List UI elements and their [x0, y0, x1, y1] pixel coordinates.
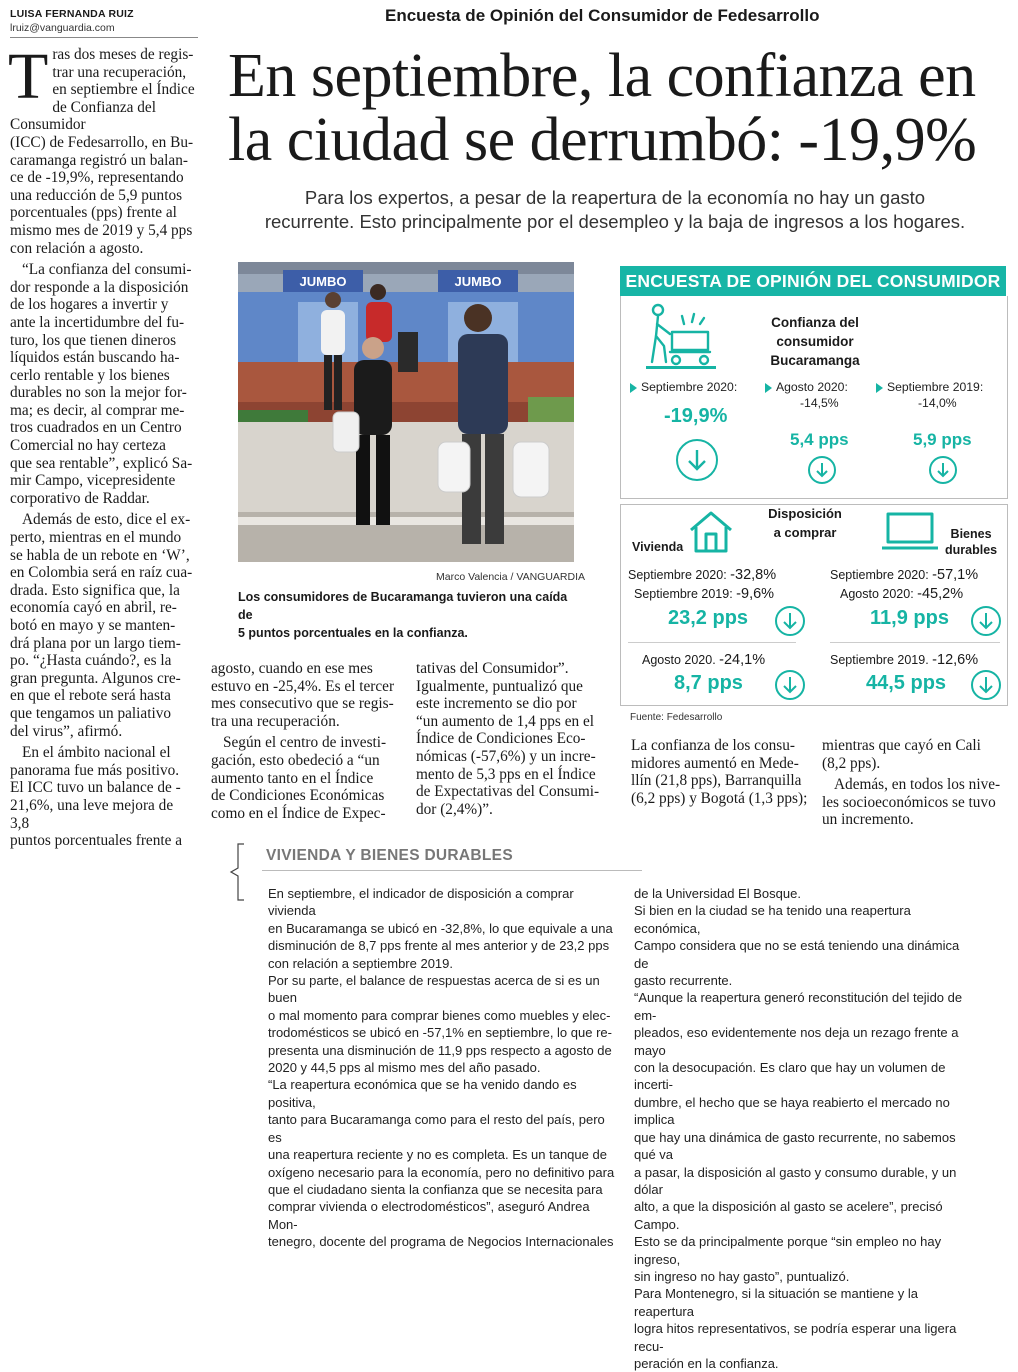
- text-line: de Confianza del Consumidor: [10, 98, 156, 134]
- headline: [228, 44, 1008, 172]
- housing-label: Vivienda: [632, 540, 684, 554]
- text-line: de Condiciones Económicas: [211, 787, 385, 805]
- text-line: tativas del Consumidor”.: [416, 660, 569, 677]
- text-line: estuvo en -25,4%. Es el tercer: [211, 677, 395, 695]
- text-line: Por su parte, el balance de respuestas acerca de si es un buen: [268, 973, 600, 1006]
- headline-line-1: En septiembre, la confianza en: [228, 42, 976, 110]
- text-line: Igualmente, puntualizó que: [416, 677, 583, 695]
- text-line: llín (21,8 pps), Barranquilla: [631, 772, 802, 790]
- text-line: durables no son la mejor for-: [10, 384, 187, 402]
- article-column-1: [8, 40, 196, 850]
- text-line: en Colombia será en raíz cua-: [10, 564, 193, 582]
- sep2020-label: Septiembre 2020:: [630, 380, 737, 394]
- text-line: pleados, eso evidentemente nos deja un rezago frente a mayo: [634, 1025, 959, 1058]
- confidence-title-line-1: Confianza del consumidor: [771, 315, 859, 349]
- text-line: que el ciudadano sienta la confianza que se necesita para: [268, 1181, 603, 1197]
- text-line: midores aumentó en Mede-: [631, 754, 799, 772]
- text-line: perto, mientras en el mundo: [10, 529, 182, 547]
- text-line: en Bucaramanga se ubicó en -32,8%, lo que equivale a una: [268, 920, 613, 936]
- text-line: tra una recuperación.: [211, 712, 340, 730]
- section-column-left: [268, 885, 618, 1251]
- text-line: de Expectativas del Consumi-: [416, 783, 600, 801]
- subhead: [230, 186, 1000, 234]
- text-line: que sea rentable”, explicó Sa-: [10, 454, 193, 472]
- article-column-3: [416, 660, 600, 818]
- disposition-line-1: Disposición: [768, 506, 842, 521]
- divider: [830, 642, 1000, 643]
- text-line: “Aunque la reapertura generó reconstitución del tejido de em-: [634, 990, 963, 1023]
- text-line: con relación a agosto.: [10, 239, 144, 257]
- photo-caption: [238, 588, 578, 642]
- sep2020-value: -19,9%: [664, 405, 728, 427]
- text-line: ante la incertidumbre del fu-: [10, 313, 185, 331]
- text-line: Además de esto, dice el ex-: [22, 511, 191, 529]
- confidence-title: [740, 313, 890, 370]
- down-arrow-circle-icon: [775, 670, 805, 700]
- text-line: economía cayó en abril, re-: [10, 599, 177, 617]
- text-line: dor (2,4%)”.: [416, 800, 493, 818]
- text-line: que tengamos un paliativo: [10, 704, 172, 722]
- kicker: Encuesta de Opinión del Consumidor de Fedesarrollo: [385, 6, 820, 25]
- housing-change-year: 23,2 pps: [668, 607, 749, 629]
- caption-line-1: Los consumidores de Bucaramanga tuvieron una caída de: [238, 590, 568, 622]
- house-icon: [688, 510, 734, 554]
- text-line: trodomésticos se ubicó en -57,1% en septiembre, lo que re-: [268, 1025, 612, 1041]
- text-line: líquidos están buscando ha-: [10, 349, 180, 367]
- durables-change-year: 44,5 pps: [866, 672, 947, 694]
- text-line: un incremento.: [822, 811, 914, 829]
- text-line: peración en la confianza.: [634, 1355, 779, 1371]
- pointer-icon: [765, 383, 772, 393]
- section-rule: [262, 870, 642, 871]
- text-line: caramanga registró un balan-: [10, 151, 188, 169]
- headline-line-2: la ciudad se derrumbó: -19,9%: [228, 106, 977, 174]
- text-line: drá plana por un largo tiem-: [10, 634, 181, 652]
- section-title: VIVIENDA Y BIENES DURABLES: [266, 847, 513, 864]
- article-photo: [238, 262, 574, 562]
- text-line: les socioeconómicos se tuvo: [822, 793, 996, 811]
- text-line: tanto para Bucaramanga como para el resto del país, pero es: [268, 1112, 605, 1145]
- text-line: logra hitos representativos, se podría esperar una ligera recu-: [634, 1321, 957, 1354]
- text-line: como en el Índice de Expec-: [211, 804, 386, 822]
- down-arrow-circle-icon: [676, 439, 718, 481]
- text-line: El ICC tuvo un balance de -: [10, 779, 181, 797]
- text-line: (8,2 pps).: [822, 754, 881, 772]
- pointer-icon: [876, 383, 883, 393]
- durables-aug2020: Agosto 2020: -45,2%: [840, 586, 964, 602]
- text-line: turo, los que tienen dineros: [10, 331, 177, 349]
- text-line: que hay una dinámica de gasto recurrente, no sabemos qué va: [634, 1129, 956, 1163]
- text-line: una reducción de 5,9 puntos: [10, 186, 183, 204]
- text-line: nómicas (-57,6%) y un incre-: [416, 747, 596, 765]
- disposition-title: [760, 504, 850, 542]
- text-line: corporativo de Raddar.: [10, 489, 150, 507]
- sep2019-change: 5,9 pps: [913, 430, 972, 449]
- text-line: 21,6%, una leve mejora de 3,8: [10, 796, 174, 832]
- byline-rule: [10, 37, 198, 38]
- drop-cap: T: [8, 40, 49, 113]
- text-line: tros cuadrados en un Centro: [10, 419, 182, 437]
- durables-label: [945, 526, 997, 558]
- sep2019-label: Septiembre 2019:: [876, 380, 983, 394]
- text-line: del virus”, afirmó.: [10, 722, 123, 740]
- housing-aug2020: Agosto 2020. -24,1%: [642, 652, 766, 668]
- laptop-icon: [880, 510, 940, 554]
- text-line: botó en mayo y se manten-: [10, 617, 176, 634]
- text-line: mir Campo, vicepresidente: [10, 472, 176, 490]
- aug2020-value: -14,5%: [800, 396, 839, 410]
- text-line: gasto recurrente.: [634, 973, 733, 989]
- text-line: En el ámbito nacional el: [22, 744, 171, 762]
- down-arrow-circle-icon: [971, 670, 1001, 700]
- pointer-icon: [630, 383, 637, 393]
- text-line: Para Montenegro, si la situación se mantiene y la reapertura: [634, 1286, 918, 1319]
- housing-sep2020: Septiembre 2020: -32,8%: [628, 567, 777, 583]
- text-line: presenta una disminución de 11,9 pps respecto a agosto de: [268, 1042, 612, 1058]
- housing-change-month: 8,7 pps: [674, 672, 743, 694]
- text-line: En septiembre, el indicador de disposición a comprar vivienda: [268, 886, 574, 919]
- article-column-5: [822, 737, 1007, 829]
- text-line: La confianza de los consu-: [631, 737, 795, 754]
- text-line: en que el rebote será hasta: [10, 687, 171, 705]
- section-bracket: [228, 842, 246, 902]
- text-line: Esto se da principalmente porque “sin empleo no hay ingreso,: [634, 1234, 942, 1267]
- housing-sep2019: Septiembre 2019: -9,6%: [634, 586, 775, 602]
- text-line: en septiembre el Índice: [52, 81, 195, 99]
- text-line: mes consecutivo que se regis-: [211, 695, 394, 713]
- text-line: trar una recuperación,: [52, 63, 187, 81]
- text-line: “La confianza del consumi-: [22, 261, 192, 279]
- text-line: dor responde a la disposición: [10, 278, 189, 296]
- aug2020-label: Agosto 2020:: [765, 380, 848, 394]
- text-line: alto, a que la disposición al gasto se acelere”, precisó Campo.: [634, 1199, 943, 1232]
- caption-line-2: 5 puntos porcentuales en la confianza.: [238, 626, 468, 640]
- sep2019-value: -14,0%: [918, 396, 957, 410]
- text-line: mismo mes de 2019 y 5,4 pps: [10, 221, 193, 239]
- text-line: Además, en todos los nive-: [834, 776, 1001, 794]
- text-line: cerlo rentable y los bienes: [10, 366, 170, 384]
- text-line: dumbre, el hecho que se haya reabierto el mercado no implica: [634, 1094, 950, 1128]
- text-line: panorama fue más positivo.: [10, 761, 180, 779]
- infographic-source: Fuente: Fedesarrollo: [630, 712, 723, 723]
- down-arrow-circle-icon: [971, 606, 1001, 636]
- shopping-cart-icon: [642, 302, 720, 374]
- text-line: Según el centro de investi-: [223, 734, 387, 752]
- durables-label-line-2: durables: [945, 543, 998, 557]
- text-line: comprar vivienda o electrodomésticos”, aseguró Andrea Mon-: [268, 1199, 590, 1232]
- text-line: de la Universidad El Bosque.: [634, 886, 801, 901]
- text-line: ras dos meses de regis-: [52, 46, 194, 63]
- durables-sep2020: Septiembre 2020: -57,1%: [830, 567, 979, 583]
- photo-credit: Marco Valencia / VANGUARDIA: [436, 571, 585, 583]
- divider: [628, 642, 796, 643]
- text-line: una reapertura reciente y no es completa. Es un tanque de: [268, 1147, 607, 1163]
- text-line: puntos porcentuales frente a: [10, 832, 183, 850]
- text-line: con relación a septiembre 2019.: [268, 955, 454, 971]
- column-1-text: [8, 40, 196, 850]
- text-line: agosto, cuando en ese mes: [211, 660, 373, 677]
- text-line: “La reapertura económica que se ha venido dando es positiva,: [268, 1077, 577, 1110]
- text-line: se habla de un rebote en ‘W’,: [10, 546, 190, 564]
- text-line: (ICC) de Fedesarrollo, en Bu-: [10, 133, 194, 151]
- article-column-4: [631, 737, 814, 807]
- text-line: Comercial no hay certeza: [10, 437, 166, 455]
- text-line: a pasar, la disposición al gasto y consumo durable, y un dólar: [634, 1164, 957, 1197]
- text-line: aumento tanto en el Índice: [211, 769, 374, 787]
- subhead-line-2: recurrente. Esto principalmente por el desempleo y la baja de ingresos a los hogares.: [264, 211, 966, 232]
- text-line: ce de -19,9%, representando: [10, 169, 184, 187]
- down-arrow-circle-icon: [808, 456, 836, 484]
- text-line: gran pregunta. Algunos cre-: [10, 669, 181, 687]
- text-line: (6,2 pps) y Bogotá (1,3 pps);: [631, 789, 808, 807]
- text-line: disminución de 8,7 pps frente al mes anterior y de 23,2 pps: [268, 938, 610, 954]
- store-sign-1: JUMBO: [299, 274, 347, 289]
- text-line: mento de 5,3 pps en el Índice: [416, 765, 596, 783]
- text-line: sin ingreso no hay gasto”, puntualizó.: [634, 1268, 850, 1284]
- aug2020-change: 5,4 pps: [790, 430, 849, 449]
- text-line: de los hogares a invertir y: [10, 296, 169, 314]
- author-email[interactable]: lruiz@vanguardia.com: [10, 22, 115, 34]
- durables-sep2019: Septiembre 2019. -12,6%: [830, 652, 979, 668]
- durables-change-month: 11,9 pps: [870, 607, 949, 629]
- text-line: porcentuales (pps) frente al: [10, 204, 177, 222]
- text-line: “un aumento de 1,4 pps en el: [416, 712, 594, 730]
- street-scene-photo: [238, 262, 574, 562]
- confidence-title-line-2: Bucaramanga: [770, 353, 860, 368]
- text-line: Si bien en la ciudad se ha tenido una reapertura económica,: [634, 903, 911, 936]
- text-line: oxígeno necesario para la economía, pero no definitivo para: [268, 1164, 615, 1180]
- text-line: mientras que cayó en Cali: [822, 737, 981, 754]
- article-column-2: [211, 660, 398, 822]
- disposition-line-2: a comprar: [773, 525, 837, 540]
- down-arrow-circle-icon: [775, 606, 805, 636]
- text-line: este incremento se dio por: [416, 695, 577, 713]
- down-arrow-circle-icon: [929, 456, 957, 484]
- durables-label-line-1: Bienes: [950, 527, 992, 541]
- text-line: con la desocupación. Es claro que hay un volumen de incerti-: [634, 1060, 946, 1093]
- text-line: po. “¿Hasta cuándo?, es la: [10, 652, 172, 670]
- text-line: Índice de Condiciones Eco-: [416, 730, 586, 748]
- subhead-line-1: Para los expertos, a pesar de la reapertura de la economía no hay un gasto: [304, 187, 926, 208]
- text-line: o mal momento para comprar bienes como muebles y elec-: [268, 1007, 611, 1023]
- store-sign-2: JUMBO: [454, 274, 502, 289]
- author-name: LUISA FERNANDA RUIZ: [10, 8, 134, 20]
- infographic-title: ENCUESTA DE OPINIÓN DEL CONSUMIDOR: [620, 266, 1006, 296]
- section-column-right: [634, 885, 974, 1372]
- text-line: ma; es decir, al comprar me-: [10, 401, 185, 419]
- text-line: tenegro, docente del programa de Negocios Internacionales: [268, 1234, 614, 1250]
- text-line: 2020 y 44,5 pps al mismo mes del año pasado.: [268, 1060, 541, 1076]
- text-line: gación, esto obedeció a “un: [211, 751, 380, 769]
- text-line: Campo considera que no se está teniendo una dinámica de: [634, 938, 960, 971]
- text-line: drada. Esto significa que, la: [10, 581, 180, 599]
